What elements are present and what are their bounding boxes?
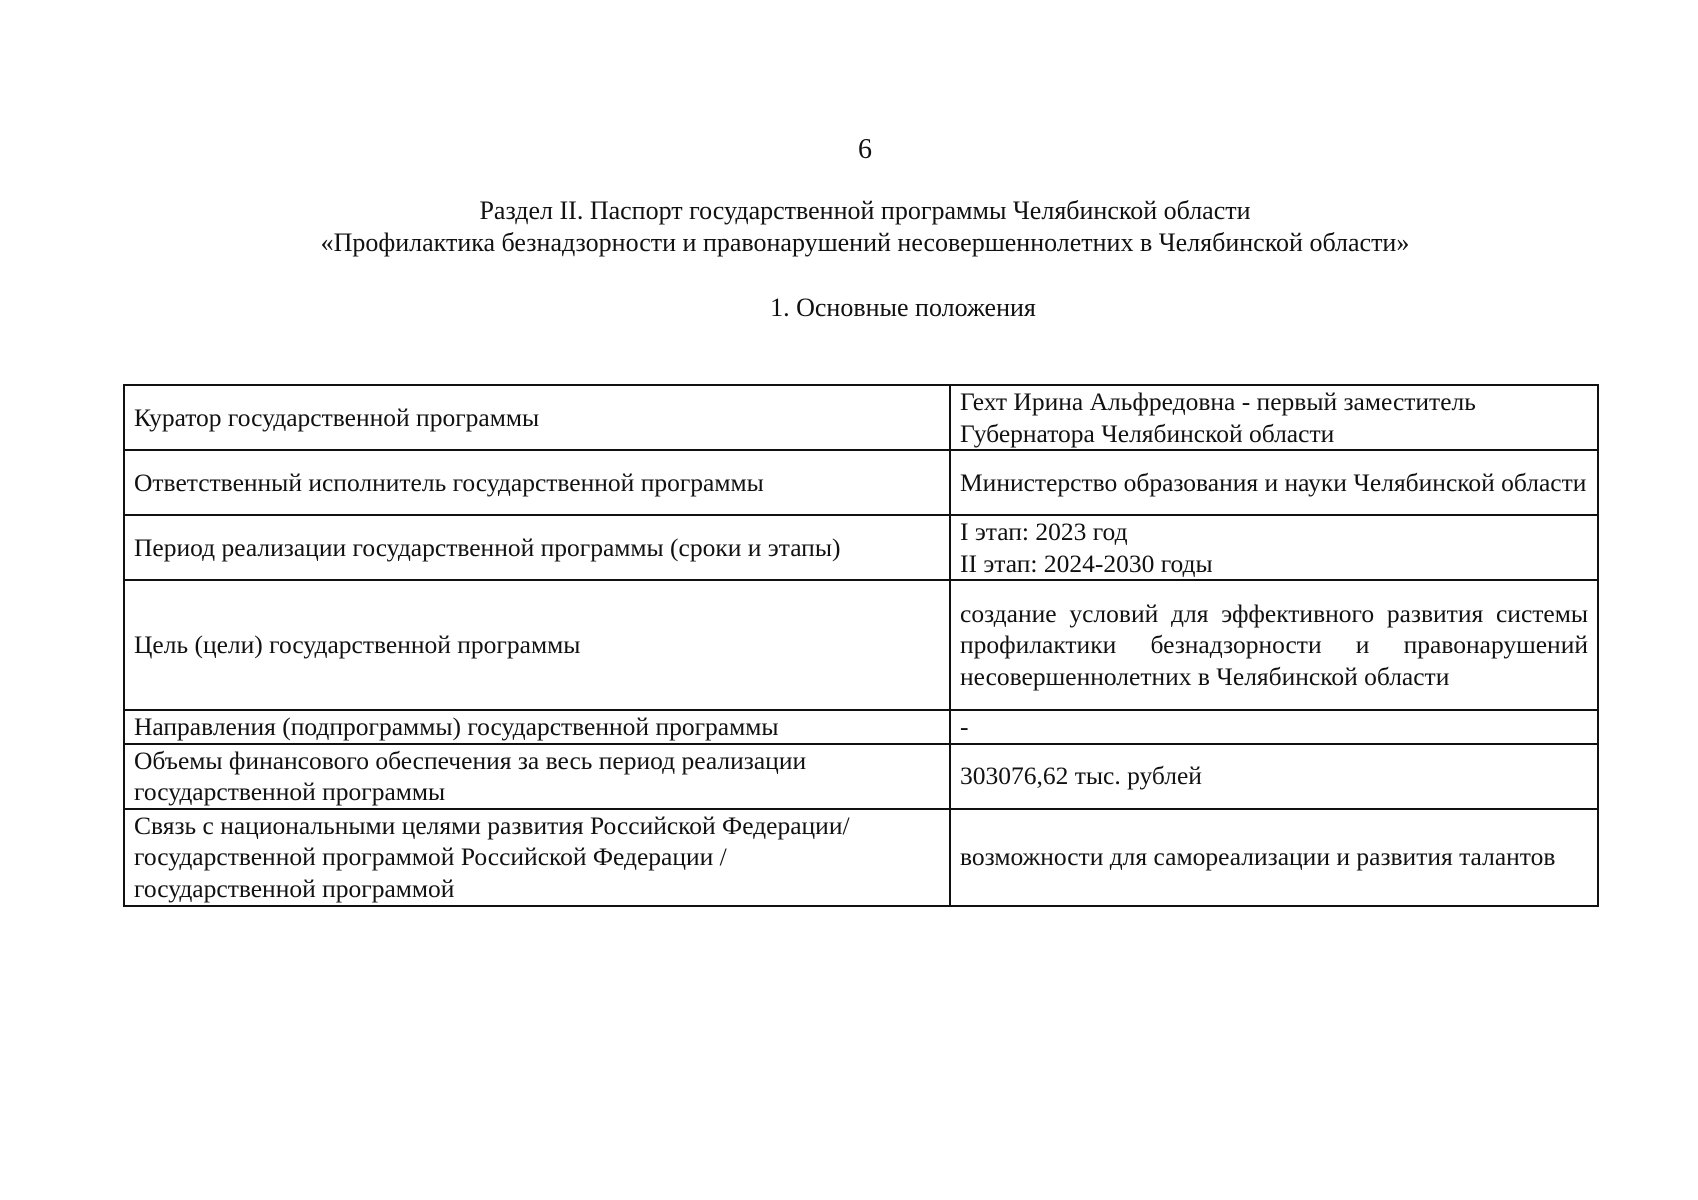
- row-value-curator: Гехт Ирина Альфредовна - первый заместитель Губернатора Челябинской области: [950, 385, 1598, 450]
- page-number: 6: [858, 134, 872, 165]
- period-stage-2: II этап: 2024-2030 годы: [960, 548, 1213, 578]
- table-row: [124, 744, 1598, 809]
- row-value-goal: создание условий для эффективного развития системы профилактики безнадзорности и правонарушений несовершеннолетних в Челябинской области: [950, 580, 1598, 710]
- national-goals-line-1: Связь с национальными целями развития Российской Федерации/: [134, 810, 850, 840]
- row-label-funding: Объемы финансового обеспечения за весь период реализации государственной программы: [124, 744, 950, 809]
- national-goals-line-3: государственной программой: [134, 873, 455, 903]
- row-label-executor: Ответственный исполнитель государственной программы: [124, 450, 950, 515]
- table-row: [124, 710, 1598, 744]
- row-value-funding: 303076,62 тыс. рублей: [950, 744, 1598, 809]
- table-row: [124, 580, 1598, 710]
- national-goals-line-2: государственной программой Российской Федерации /: [134, 842, 727, 872]
- row-value-directions: -: [950, 710, 1598, 744]
- table-row: [124, 515, 1598, 580]
- table-row: [124, 450, 1598, 515]
- row-value-national-goals: возможности для самореализации и развития талантов: [950, 809, 1598, 906]
- row-label-goal: Цель (цели) государственной программы: [124, 580, 950, 710]
- row-label-period: Период реализации государственной программы (сроки и этапы): [124, 515, 950, 580]
- subsection-title: 1. Основные положения: [770, 293, 1036, 322]
- section-title-line-1: Раздел II. Паспорт государственной программы Челябинской области: [479, 196, 1251, 225]
- table-row: [124, 809, 1598, 906]
- section-title-line-2: «Профилактика безнадзорности и правонарушений несовершеннолетних в Челябинской области»: [320, 228, 1410, 257]
- table-row: [124, 385, 1598, 450]
- program-passport-table: [123, 384, 1599, 907]
- row-value-executor: Министерство образования и науки Челябинской области: [950, 450, 1598, 515]
- row-label-curator: Куратор государственной программы: [124, 385, 950, 450]
- row-label-national-goals: [124, 809, 950, 906]
- section-title: [0, 195, 1698, 259]
- row-value-period: [950, 515, 1598, 580]
- period-stage-1: I этап: 2023 год: [960, 517, 1128, 546]
- row-label-directions: Направления (подпрограммы) государственной программы: [124, 710, 950, 744]
